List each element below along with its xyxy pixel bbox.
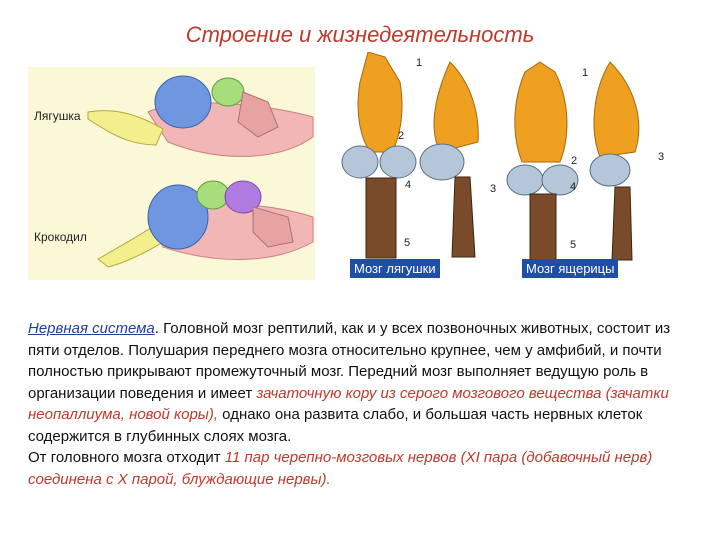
label-num-2-frog: 2 [398, 130, 405, 142]
label-num-3-frog: 3 [490, 183, 497, 195]
caption-frog-brain: Мозг лягушки [350, 259, 440, 278]
lizard-brain-lateral [590, 62, 639, 260]
frog-brain-lateral [420, 62, 478, 257]
text-p2-a: От головного мозга отходит [28, 449, 225, 466]
frog-lizard-brain-diagram [330, 52, 670, 282]
label-num-3-lizard: 3 [658, 151, 665, 163]
text-p1-red: зачаточную кору из серого мозгового вещества (зачатки неопаллиума, новой коры), [28, 384, 669, 423]
label-num-1-lizard: 1 [582, 67, 589, 79]
frog-midbrain [212, 78, 244, 106]
label-num-4-frog: 4 [405, 179, 412, 191]
reptile-amphibian-brain-illustration [28, 67, 315, 280]
label-num-4-lizard: 4 [570, 181, 577, 193]
label-num-1-frog: 1 [416, 57, 423, 69]
brain-comparison-drawing [28, 67, 315, 280]
text-p1-b: однако она развита слабо, и большая часть нервных клеток содержится в глубинных слоях мозга. [28, 406, 643, 445]
text-p2-red: 11 пар черепно-мозговых нервов (XI пара (добавочный нерв) соединена с X парой, блуждающие нервы). [28, 449, 653, 488]
caption-lizard-brain: Мозг ящерицы [522, 259, 618, 278]
nervous-system-link[interactable]: Нервная система [28, 320, 155, 337]
frog-label: Лягушка [34, 109, 81, 123]
label-num-5-frog: 5 [404, 237, 411, 249]
label-num-2-lizard: 2 [571, 155, 578, 167]
lizard-brain-dorsal [507, 62, 578, 260]
frog-hemisphere [155, 76, 211, 128]
croc-label: Крокодил [34, 230, 87, 244]
frog-brain-dorsal [342, 52, 416, 258]
label-num-5-lizard: 5 [570, 239, 577, 251]
text-p1-a: . Головной мозг рептилий, как и у всех позвоночных животных, состоит из пяти отделов. Полушария переднего мозга относительно крупнее, чем у амфибий, и почти полностью прикрывают промежуточный мозг. Передний мозг выполняет ведущую роль в организации поведения и имеет [28, 320, 671, 402]
croc-midbrain [197, 181, 229, 209]
page-title: Строение и жизнедеятельность [185, 22, 535, 47]
body-text [28, 318, 692, 490]
